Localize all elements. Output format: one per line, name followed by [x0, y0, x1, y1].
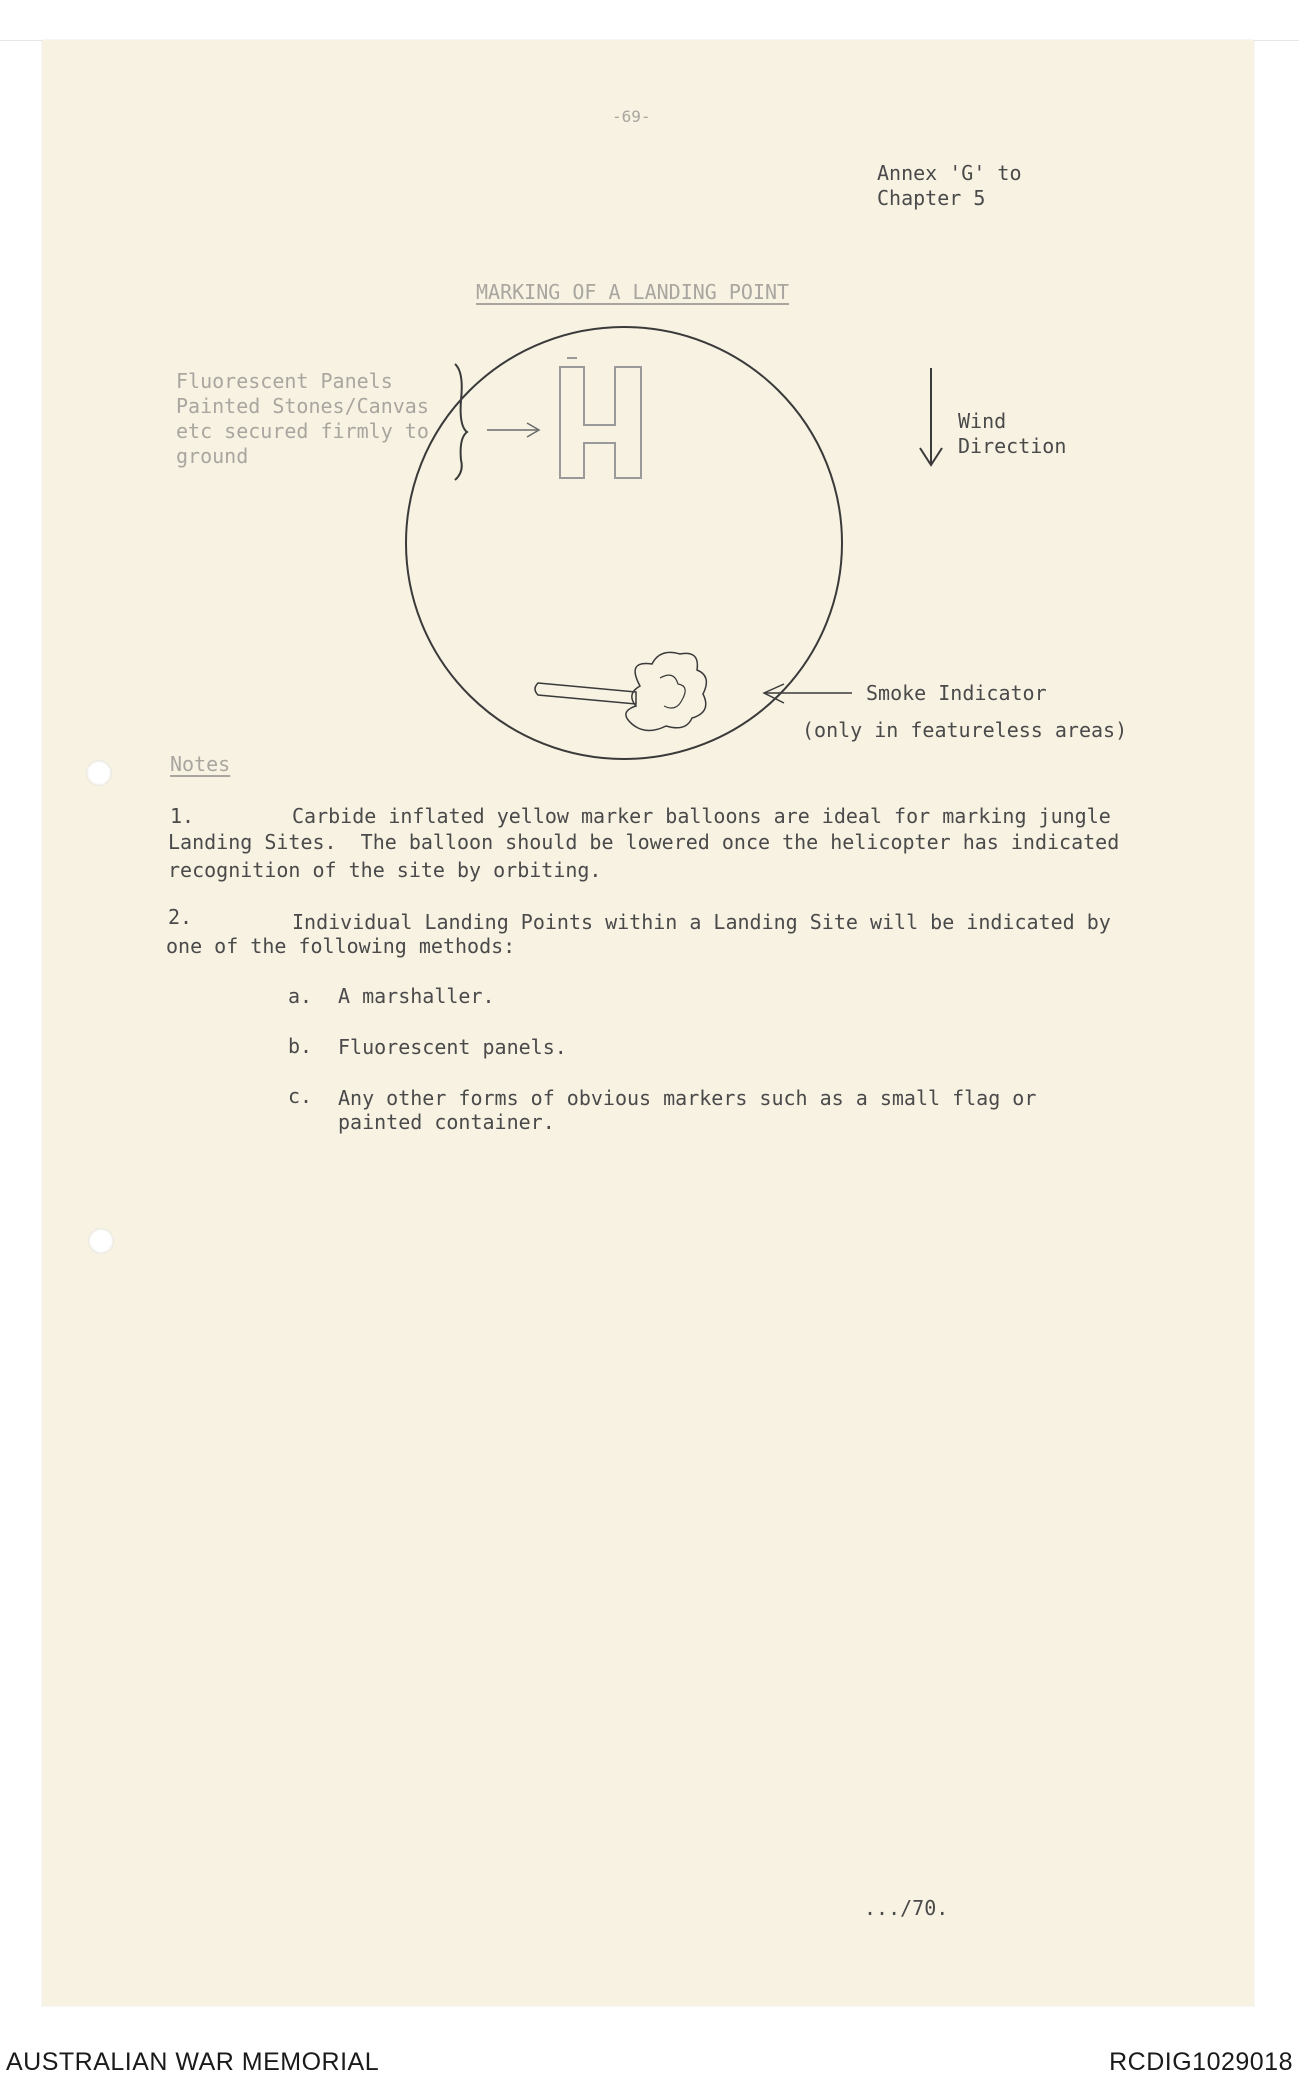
footer-record-id: RCDIG1029018	[1109, 2048, 1293, 2076]
page-number-mark: -69-	[612, 107, 651, 126]
annex-reference-line1: Annex 'G' to	[877, 161, 1022, 185]
panels-bracket	[455, 364, 467, 480]
continuation-marker: .../70.	[864, 1896, 949, 1920]
note-2-number: 2.	[168, 905, 193, 929]
panels-label-line2: Painted Stones/Canvas	[176, 394, 429, 418]
note-2-line1: Individual Landing Points within a Landing Site will be indicated by	[292, 910, 1111, 934]
smoke-canister	[535, 683, 636, 704]
smoke-indicator-label: Smoke Indicator	[866, 681, 1047, 705]
note-1-number: 1.	[170, 804, 195, 828]
panels-label-line3: etc secured firmly to	[176, 419, 429, 443]
footer-archive-name: AUSTRALIAN WAR MEMORIAL	[6, 2048, 380, 2076]
item-c-line2: painted container.	[338, 1110, 555, 1134]
wind-label-line2: Direction	[958, 434, 1067, 458]
notes-heading: Notes	[170, 752, 231, 776]
item-a-marker: a.	[288, 984, 313, 1008]
item-c-marker: c.	[288, 1084, 313, 1108]
item-b-marker: b.	[288, 1034, 313, 1058]
note-1-line1: Carbide inflated yellow marker balloons are ideal for marking jungle	[292, 804, 1111, 828]
landing-point-circle	[406, 327, 842, 759]
annex-reference-line2: Chapter 5	[877, 186, 986, 210]
note-2-line2: one of the following methods:	[166, 934, 516, 958]
panels-label-line4: ground	[176, 444, 249, 468]
smoke-cloud-detail	[660, 675, 685, 708]
item-a-text: A marshaller.	[338, 984, 495, 1008]
item-b-text: Fluorescent panels.	[338, 1035, 567, 1059]
smoke-indicator-note: (only in featureless areas)	[802, 718, 1128, 742]
note-1-line3: recognition of the site by orbiting.	[168, 858, 602, 882]
wind-label-line1: Wind	[958, 409, 1007, 433]
item-c-line1: Any other forms of obvious markers such as a small flag or	[338, 1086, 1037, 1110]
document-title: MARKING OF A LANDING POINT	[476, 280, 790, 304]
note-1-line2: Landing Sites. The balloon should be lowered once the helicopter has indicated	[168, 830, 1120, 854]
smoke-cloud	[626, 652, 707, 730]
panels-label-line1: Fluorescent Panels	[176, 369, 393, 393]
helipad-h-marker	[560, 367, 641, 478]
